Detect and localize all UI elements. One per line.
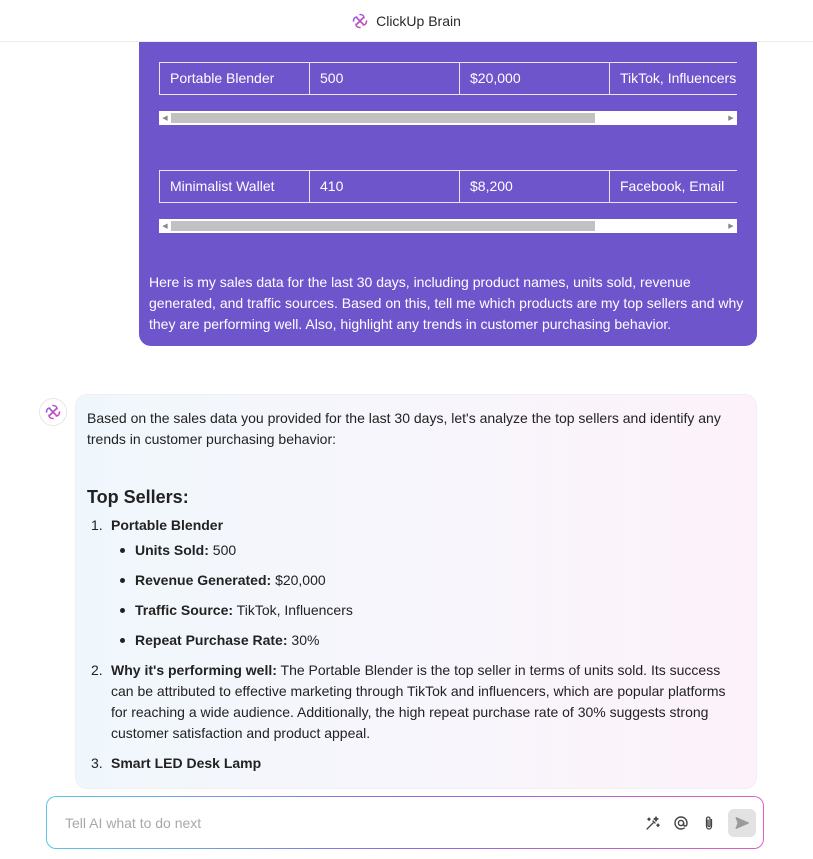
- sales-table-row: [159, 170, 737, 203]
- user-message-text: Here is my sales data for the last 30 days, including product names, units sold, revenue generated, and traffic sources. Based on this, tell me which products are my top sellers and why they are performing well. Also, highlight any trends in customer purchasing behavior.: [149, 274, 744, 332]
- product-title: Smart LED Desk Lamp: [111, 755, 262, 771]
- detail-label: Units Sold:: [135, 542, 209, 558]
- ai-avatar: [39, 398, 67, 426]
- item-label: Why it's performing well:: [111, 662, 277, 678]
- detail-item: [111, 570, 737, 591]
- table-cell-units: 500: [310, 63, 460, 94]
- list-item: [87, 515, 737, 651]
- scrollbar-thumb[interactable]: [171, 113, 595, 123]
- detail-value: $20,000: [275, 572, 326, 588]
- magic-wand-icon[interactable]: [644, 814, 662, 832]
- detail-value: 500: [212, 542, 237, 558]
- paperclip-icon[interactable]: [700, 814, 718, 832]
- list-item: [87, 660, 737, 744]
- clickup-brain-icon: [45, 404, 61, 420]
- table-cell-revenue: $8,200: [460, 171, 610, 202]
- detail-item: [111, 600, 737, 621]
- detail-label: Repeat Purchase Rate:: [135, 632, 288, 648]
- send-button[interactable]: [728, 809, 756, 837]
- at-mention-icon[interactable]: [672, 814, 690, 832]
- send-icon: [734, 815, 750, 831]
- detail-item: [111, 630, 737, 651]
- scroll-right-arrow-icon[interactable]: ▶: [728, 223, 734, 230]
- table-cell-traffic: Facebook, Email: [620, 178, 725, 194]
- table-horizontal-scrollbar[interactable]: [159, 111, 737, 125]
- table-horizontal-scrollbar[interactable]: [159, 219, 737, 233]
- chat-header: [0, 0, 813, 42]
- table-cell-product: Portable Blender: [160, 63, 310, 94]
- detail-item: [111, 540, 737, 561]
- product-details-list: [111, 540, 737, 651]
- table-cell-traffic: TikTok, Influencers: [620, 70, 737, 86]
- section-heading: Top Sellers:: [87, 487, 189, 507]
- ai-intro-text: Based on the sales data you provided for the last 30 days, let's analyze the top sellers and identify any trends in customer purchasing behavior:: [87, 410, 721, 447]
- scroll-left-arrow-icon[interactable]: ◀: [162, 223, 168, 230]
- detail-value: 30%: [291, 632, 320, 648]
- detail-value: TikTok, Influencers: [236, 602, 353, 618]
- scroll-right-arrow-icon[interactable]: ▶: [728, 115, 734, 122]
- table-cell-revenue: $20,000: [460, 63, 610, 94]
- sales-table-row: [159, 62, 737, 95]
- item-text: The Portable Blender is the top seller in terms of units sold. Its success can be attributed to effective marketing through TikTok and influencers, which are popular platforms for reaching a wide audience. Additionally, the high repeat purchase rate of 30% suggests strong customer satisfaction and product appeal.: [111, 662, 726, 741]
- list-item: [87, 753, 737, 774]
- chat-input[interactable]: [65, 815, 625, 831]
- list-number: 3.: [91, 755, 103, 771]
- app-title: ClickUp Brain: [376, 12, 461, 29]
- detail-label: Revenue Generated:: [135, 572, 272, 588]
- ai-message-bubble: [75, 394, 757, 789]
- detail-label: Traffic Source:: [135, 602, 234, 618]
- table-cell-units: 410: [310, 171, 460, 202]
- list-number: 2.: [91, 662, 103, 678]
- user-message-bubble: [139, 42, 757, 346]
- clickup-brain-icon: [352, 13, 368, 29]
- chat-input-container: [46, 796, 764, 849]
- table-cell-product: Minimalist Wallet: [160, 171, 310, 202]
- product-title: Portable Blender: [111, 517, 224, 533]
- list-number: 1.: [91, 517, 103, 533]
- scrollbar-thumb[interactable]: [171, 221, 595, 231]
- scroll-left-arrow-icon[interactable]: ◀: [162, 115, 168, 122]
